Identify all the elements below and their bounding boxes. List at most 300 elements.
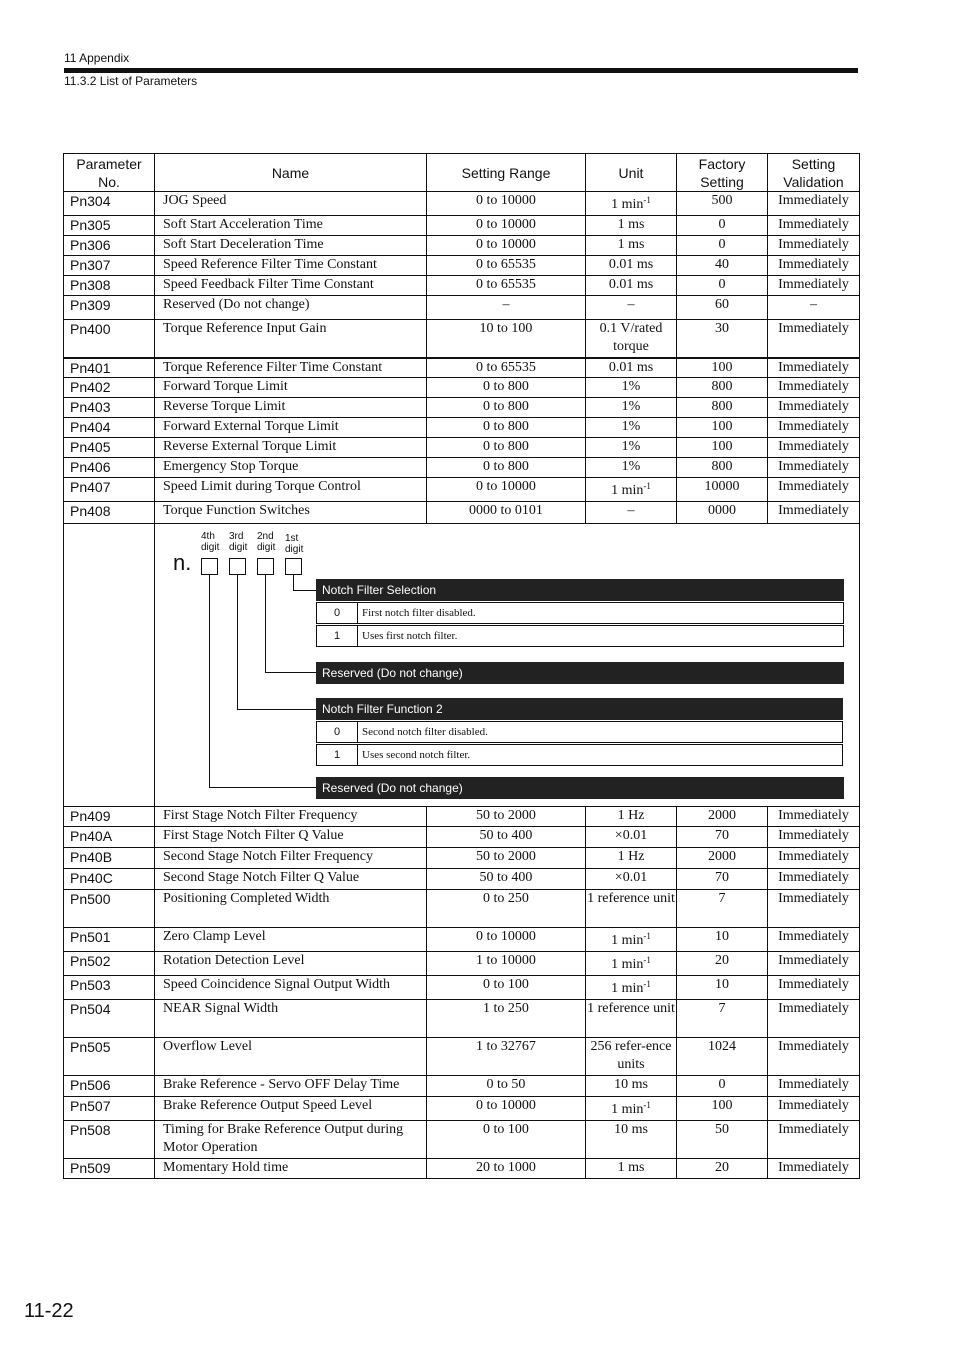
setting-range: 0 to 100	[483, 977, 529, 992]
col-header-name: Name	[155, 154, 427, 192]
param-name-cell	[155, 1159, 427, 1179]
param-number-cell	[64, 502, 155, 524]
function-switch-diagram	[155, 524, 859, 806]
unit-cell	[586, 320, 677, 358]
setting-range-cell	[427, 807, 586, 827]
group-reserved-2nd: Reserved (Do not change)	[316, 662, 844, 684]
table-row	[64, 1121, 860, 1159]
factory-setting: 800	[711, 379, 733, 394]
setting-range: 0 to 250	[483, 891, 529, 906]
factory-setting: 20	[715, 953, 729, 968]
unit-cell	[586, 478, 677, 502]
unit-cell	[586, 1076, 677, 1097]
unit: –	[627, 297, 635, 312]
table-row	[64, 827, 860, 848]
setting-validation-cell	[768, 827, 860, 848]
param-name-cell	[155, 502, 427, 524]
setting-range: 0 to 10000	[476, 1098, 536, 1113]
setting-validation-cell	[768, 952, 860, 976]
setting-range-cell	[427, 256, 586, 276]
table-body	[64, 192, 860, 1179]
factory-setting: 20	[715, 1160, 729, 1175]
setting-range: 0 to 100	[483, 1122, 529, 1137]
table-row	[64, 438, 860, 458]
setting-validation: Immediately	[778, 217, 849, 232]
param-name: First Stage Notch Filter Frequency	[163, 808, 358, 823]
setting-range-cell	[427, 320, 586, 358]
factory-setting-cell	[677, 276, 768, 296]
unit: 1%	[621, 399, 641, 414]
option-row: 1 Uses second notch filter.	[316, 744, 843, 766]
setting-validation-cell	[768, 928, 860, 952]
param-number: Pn400	[70, 321, 111, 337]
unit: 1 min	[611, 1102, 644, 1117]
setting-validation-cell	[768, 320, 860, 358]
factory-setting: 10000	[704, 479, 740, 494]
factory-setting-cell	[677, 458, 768, 478]
param-name: Positioning Completed Width	[163, 891, 330, 906]
unit: 1 Hz	[617, 808, 645, 823]
option-row: 0 First notch filter disabled.	[316, 602, 844, 624]
setting-range-cell	[427, 296, 586, 320]
col-header-setting-validation: Setting Validation	[768, 154, 860, 192]
unit-cell	[586, 418, 677, 438]
param-name: Soft Start Deceleration Time	[163, 237, 324, 252]
factory-setting: 0	[718, 277, 726, 292]
setting-validation: Immediately	[778, 277, 849, 292]
unit: 10 ms	[614, 1077, 648, 1092]
digit-label-3rd: 3rd digit	[229, 531, 248, 553]
leader-line-1st	[293, 575, 294, 591]
setting-validation-cell	[768, 502, 860, 524]
factory-setting: 0000	[708, 503, 736, 518]
param-name: Torque Reference Input Gain	[163, 321, 327, 336]
setting-validation: Immediately	[778, 399, 849, 414]
digit-box-4th	[201, 558, 218, 575]
unit: 1%	[621, 379, 641, 394]
group-reserved-4th: Reserved (Do not change)	[316, 777, 844, 799]
setting-range-cell	[427, 1076, 586, 1097]
factory-setting: 0	[718, 237, 726, 252]
table-row	[64, 276, 860, 296]
setting-range: 1 to 32767	[476, 1039, 536, 1054]
table-row	[64, 216, 860, 236]
setting-range-cell	[427, 276, 586, 296]
setting-range: –	[502, 297, 510, 312]
factory-setting: 50	[715, 1122, 729, 1137]
setting-range: 50 to 400	[479, 828, 533, 843]
table-row	[64, 848, 860, 869]
setting-range-cell	[427, 236, 586, 256]
setting-range: 0 to 10000	[476, 237, 536, 252]
param-name: NEAR Signal Width	[163, 1001, 279, 1016]
table-row	[64, 807, 860, 827]
unit: 0.01 ms	[608, 257, 654, 272]
table-row	[64, 1038, 860, 1076]
unit-cell	[586, 192, 677, 216]
setting-range: 20 to 1000	[476, 1160, 536, 1175]
param-name: Emergency Stop Torque	[163, 459, 299, 474]
unit: 1%	[621, 439, 641, 454]
unit-cell	[586, 502, 677, 524]
param-name-cell	[155, 1121, 427, 1159]
param-name-cell	[155, 869, 427, 890]
unit-cell	[586, 1038, 677, 1076]
param-number: Pn502	[70, 953, 111, 969]
param-name: Forward External Torque Limit	[163, 419, 339, 434]
factory-setting: 10	[715, 929, 729, 944]
factory-setting-cell	[677, 256, 768, 276]
param-number-cell	[64, 976, 155, 1000]
factory-setting-cell	[677, 928, 768, 952]
param-name: Soft Start Acceleration Time	[163, 217, 323, 232]
param-name: Overflow Level	[163, 1039, 253, 1054]
digit-box-3rd	[229, 558, 246, 575]
param-number-cell	[64, 320, 155, 358]
setting-validation: Immediately	[778, 828, 849, 843]
param-name-cell	[155, 398, 427, 418]
param-number-cell	[64, 478, 155, 502]
setting-range-cell	[427, 192, 586, 216]
unit: 1 min	[611, 957, 644, 972]
param-name-cell	[155, 418, 427, 438]
factory-setting-cell	[677, 320, 768, 358]
param-name-cell	[155, 1097, 427, 1121]
unit-cell	[586, 1097, 677, 1121]
factory-setting-cell	[677, 890, 768, 928]
param-number-cell	[64, 1038, 155, 1076]
col-header-factory-setting: Factory Setting	[677, 154, 768, 192]
setting-range: 50 to 400	[479, 870, 533, 885]
param-number-cell	[64, 418, 155, 438]
factory-setting-cell	[677, 1000, 768, 1038]
diagram-spacer-cell	[64, 524, 155, 807]
param-name: Speed Coincidence Signal Output Width	[163, 977, 391, 992]
setting-validation: Immediately	[778, 419, 849, 434]
setting-range-cell	[427, 848, 586, 869]
table-row	[64, 478, 860, 502]
setting-validation: Immediately	[778, 808, 849, 823]
param-number-cell	[64, 276, 155, 296]
setting-validation-cell	[768, 1038, 860, 1076]
leader-line-4th	[209, 575, 210, 788]
setting-range-cell	[427, 438, 586, 458]
table-row	[64, 976, 860, 1000]
param-number: Pn504	[70, 1001, 111, 1017]
unit-exponent: -1	[643, 979, 651, 989]
digit-label-4th: 4th digit	[201, 531, 220, 553]
param-name-cell	[155, 952, 427, 976]
unit: 1%	[621, 459, 641, 474]
param-number-cell	[64, 928, 155, 952]
param-name: Torque Function Switches	[163, 503, 310, 518]
setting-validation-cell	[768, 236, 860, 256]
unit: –	[627, 503, 635, 518]
setting-range-cell	[427, 976, 586, 1000]
setting-validation-cell	[768, 807, 860, 827]
unit-exponent: -1	[643, 931, 651, 941]
unit-cell	[586, 378, 677, 398]
param-name-cell	[155, 358, 427, 378]
param-name: First Stage Notch Filter Q Value	[163, 828, 344, 843]
param-number: Pn402	[70, 379, 111, 395]
setting-range-cell	[427, 358, 586, 378]
param-name-cell	[155, 236, 427, 256]
setting-range-cell	[427, 1159, 586, 1179]
unit: ×0.01	[614, 828, 648, 843]
param-number: Pn40C	[70, 870, 113, 886]
unit: 1 ms	[617, 217, 645, 232]
factory-setting-cell	[677, 952, 768, 976]
setting-range-cell	[427, 952, 586, 976]
setting-validation: Immediately	[778, 321, 849, 336]
setting-range: 0 to 800	[483, 379, 529, 394]
factory-setting-cell	[677, 848, 768, 869]
setting-range-cell	[427, 1000, 586, 1038]
unit: 1 reference unit	[587, 891, 675, 906]
unit-cell	[586, 276, 677, 296]
factory-setting-cell	[677, 438, 768, 458]
setting-validation: Immediately	[778, 849, 849, 864]
setting-range: 0 to 800	[483, 459, 529, 474]
unit-cell	[586, 890, 677, 928]
unit: 256 refer-ence units	[590, 1039, 672, 1072]
param-number: Pn506	[70, 1077, 111, 1093]
factory-setting-cell	[677, 1097, 768, 1121]
param-number-cell	[64, 1000, 155, 1038]
unit-cell	[586, 216, 677, 236]
unit-cell	[586, 458, 677, 478]
param-number-cell	[64, 890, 155, 928]
param-number: Pn401	[70, 359, 111, 376]
param-name-cell	[155, 928, 427, 952]
param-number: Pn505	[70, 1039, 111, 1055]
leader-line-2nd-h	[265, 672, 317, 673]
unit: 10 ms	[614, 1122, 648, 1137]
unit-cell	[586, 928, 677, 952]
param-name: Timing for Brake Reference Output during Motor Operation	[163, 1122, 404, 1155]
parameter-table	[63, 153, 860, 1179]
factory-setting-cell	[677, 1121, 768, 1159]
unit-cell	[586, 827, 677, 848]
setting-range-cell	[427, 890, 586, 928]
setting-validation-cell	[768, 1159, 860, 1179]
unit: 1 ms	[617, 237, 645, 252]
setting-validation-cell	[768, 458, 860, 478]
param-number-cell	[64, 236, 155, 256]
param-number: Pn507	[70, 1098, 111, 1114]
table-row	[64, 320, 860, 358]
setting-range-cell	[427, 1121, 586, 1159]
setting-validation: Immediately	[778, 459, 849, 474]
setting-validation: Immediately	[778, 977, 849, 992]
unit: 1 reference unit	[587, 1001, 675, 1016]
setting-validation: Immediately	[778, 379, 849, 394]
param-name: Brake Reference Output Speed Level	[163, 1098, 373, 1113]
param-number: Pn404	[70, 419, 111, 435]
param-name: Momentary Hold time	[163, 1160, 289, 1175]
param-number-cell	[64, 256, 155, 276]
setting-range-cell	[427, 869, 586, 890]
param-number: Pn509	[70, 1160, 111, 1176]
param-number: Pn309	[70, 297, 111, 313]
setting-range: 0 to 10000	[476, 929, 536, 944]
factory-setting: 800	[711, 399, 733, 414]
unit: 0.01 ms	[608, 359, 654, 375]
col-header-setting-range: Setting Range	[427, 154, 586, 192]
setting-validation-cell	[768, 438, 860, 458]
setting-range: 0 to 800	[483, 399, 529, 414]
group-notch-filter-selection: Notch Filter Selection	[316, 579, 844, 601]
param-number: Pn406	[70, 459, 111, 475]
unit-cell	[586, 1159, 677, 1179]
factory-setting-cell	[677, 216, 768, 236]
factory-setting-cell	[677, 1038, 768, 1076]
table-row	[64, 928, 860, 952]
setting-range: 1 to 250	[483, 1001, 529, 1016]
setting-range: 0 to 65535	[476, 359, 536, 375]
setting-validation-cell	[768, 192, 860, 216]
param-number-cell	[64, 192, 155, 216]
setting-range: 0 to 65535	[476, 277, 536, 292]
chapter-header: 11 Appendix	[64, 51, 130, 65]
leader-line-2nd	[265, 575, 266, 673]
unit-exponent: -1	[643, 955, 651, 965]
param-number-cell	[64, 1121, 155, 1159]
param-number: Pn501	[70, 929, 111, 945]
factory-setting-cell	[677, 1076, 768, 1097]
factory-setting: 800	[711, 459, 733, 474]
unit: 1 min	[611, 981, 644, 996]
table-row	[64, 296, 860, 320]
factory-setting-cell	[677, 296, 768, 320]
unit-exponent: -1	[643, 195, 651, 205]
setting-range-cell	[427, 827, 586, 848]
setting-validation-cell	[768, 256, 860, 276]
factory-setting: 0	[718, 1077, 726, 1092]
setting-validation-cell	[768, 1097, 860, 1121]
param-name-cell	[155, 827, 427, 848]
digit-box-2nd	[257, 558, 274, 575]
factory-setting-cell	[677, 478, 768, 502]
setting-validation-cell	[768, 216, 860, 236]
param-name: Brake Reference - Servo OFF Delay Time	[163, 1077, 400, 1092]
table-row	[64, 1097, 860, 1121]
setting-range: 0 to 800	[483, 419, 529, 434]
unit: 1 Hz	[617, 849, 645, 864]
param-name-cell	[155, 807, 427, 827]
unit-cell	[586, 256, 677, 276]
param-number-cell	[64, 869, 155, 890]
factory-setting: 500	[711, 193, 733, 208]
setting-validation-cell	[768, 296, 860, 320]
unit-cell	[586, 869, 677, 890]
setting-range: 0 to 10000	[476, 217, 536, 232]
param-name: JOG Speed	[163, 193, 227, 208]
setting-range: 1 to 10000	[476, 953, 536, 968]
param-name: Rotation Detection Level	[163, 953, 305, 968]
factory-setting: 2000	[708, 808, 736, 823]
param-number: Pn40A	[70, 828, 113, 844]
setting-validation-cell	[768, 358, 860, 378]
param-name-cell	[155, 1076, 427, 1097]
param-number-cell	[64, 952, 155, 976]
setting-validation-cell	[768, 869, 860, 890]
unit-cell	[586, 358, 677, 378]
factory-setting: 7	[718, 1001, 726, 1016]
table-header-row	[64, 154, 860, 192]
table-row	[64, 1076, 860, 1097]
setting-validation: Immediately	[778, 479, 849, 494]
setting-validation: Immediately	[778, 359, 849, 375]
param-name-cell	[155, 438, 427, 458]
param-name: Second Stage Notch Filter Frequency	[163, 849, 373, 864]
setting-validation: Immediately	[778, 1077, 849, 1092]
param-name-cell	[155, 378, 427, 398]
param-name-cell	[155, 276, 427, 296]
setting-range: 50 to 2000	[476, 808, 536, 823]
setting-validation: Immediately	[778, 891, 849, 906]
param-number-cell	[64, 358, 155, 378]
table-row	[64, 236, 860, 256]
unit: 1 min	[611, 933, 644, 948]
param-number: Pn40B	[70, 849, 113, 865]
digit-box-1st	[285, 558, 302, 575]
setting-range-cell	[427, 928, 586, 952]
setting-validation-cell	[768, 890, 860, 928]
unit: 0.1 V/rated torque	[599, 321, 663, 354]
setting-validation-cell	[768, 976, 860, 1000]
setting-validation: Immediately	[778, 503, 849, 518]
setting-validation: Immediately	[778, 1122, 849, 1137]
param-number: Pn403	[70, 399, 111, 415]
setting-range: 0 to 800	[483, 439, 529, 454]
param-number-cell	[64, 1097, 155, 1121]
group-notch-filter-function-2: Notch Filter Function 2	[316, 698, 843, 720]
setting-range: 10 to 100	[479, 321, 533, 336]
setting-validation: –	[810, 297, 817, 312]
param-name-cell	[155, 1038, 427, 1076]
setting-validation-cell	[768, 398, 860, 418]
diagram-row	[64, 524, 860, 807]
setting-validation: Immediately	[778, 237, 849, 252]
unit-cell	[586, 1121, 677, 1159]
param-name-cell	[155, 458, 427, 478]
option-row: 1 Uses first notch filter.	[316, 625, 844, 647]
unit-cell	[586, 398, 677, 418]
factory-setting: 100	[711, 359, 733, 375]
switch-prefix: n.	[173, 550, 192, 575]
factory-setting-cell	[677, 358, 768, 378]
factory-setting: 2000	[708, 849, 736, 864]
param-number-cell	[64, 827, 155, 848]
setting-validation-cell	[768, 378, 860, 398]
factory-setting: 1024	[708, 1039, 736, 1054]
setting-validation: Immediately	[778, 1001, 849, 1016]
factory-setting-cell	[677, 976, 768, 1000]
factory-setting-cell	[677, 398, 768, 418]
param-number-cell	[64, 438, 155, 458]
param-name-cell	[155, 848, 427, 869]
setting-validation-cell	[768, 848, 860, 869]
unit-cell	[586, 236, 677, 256]
param-name: Reverse External Torque Limit	[163, 439, 337, 454]
param-number: Pn405	[70, 439, 111, 455]
factory-setting: 100	[711, 419, 733, 434]
table-row	[64, 890, 860, 928]
table-row	[64, 952, 860, 976]
factory-setting-cell	[677, 502, 768, 524]
